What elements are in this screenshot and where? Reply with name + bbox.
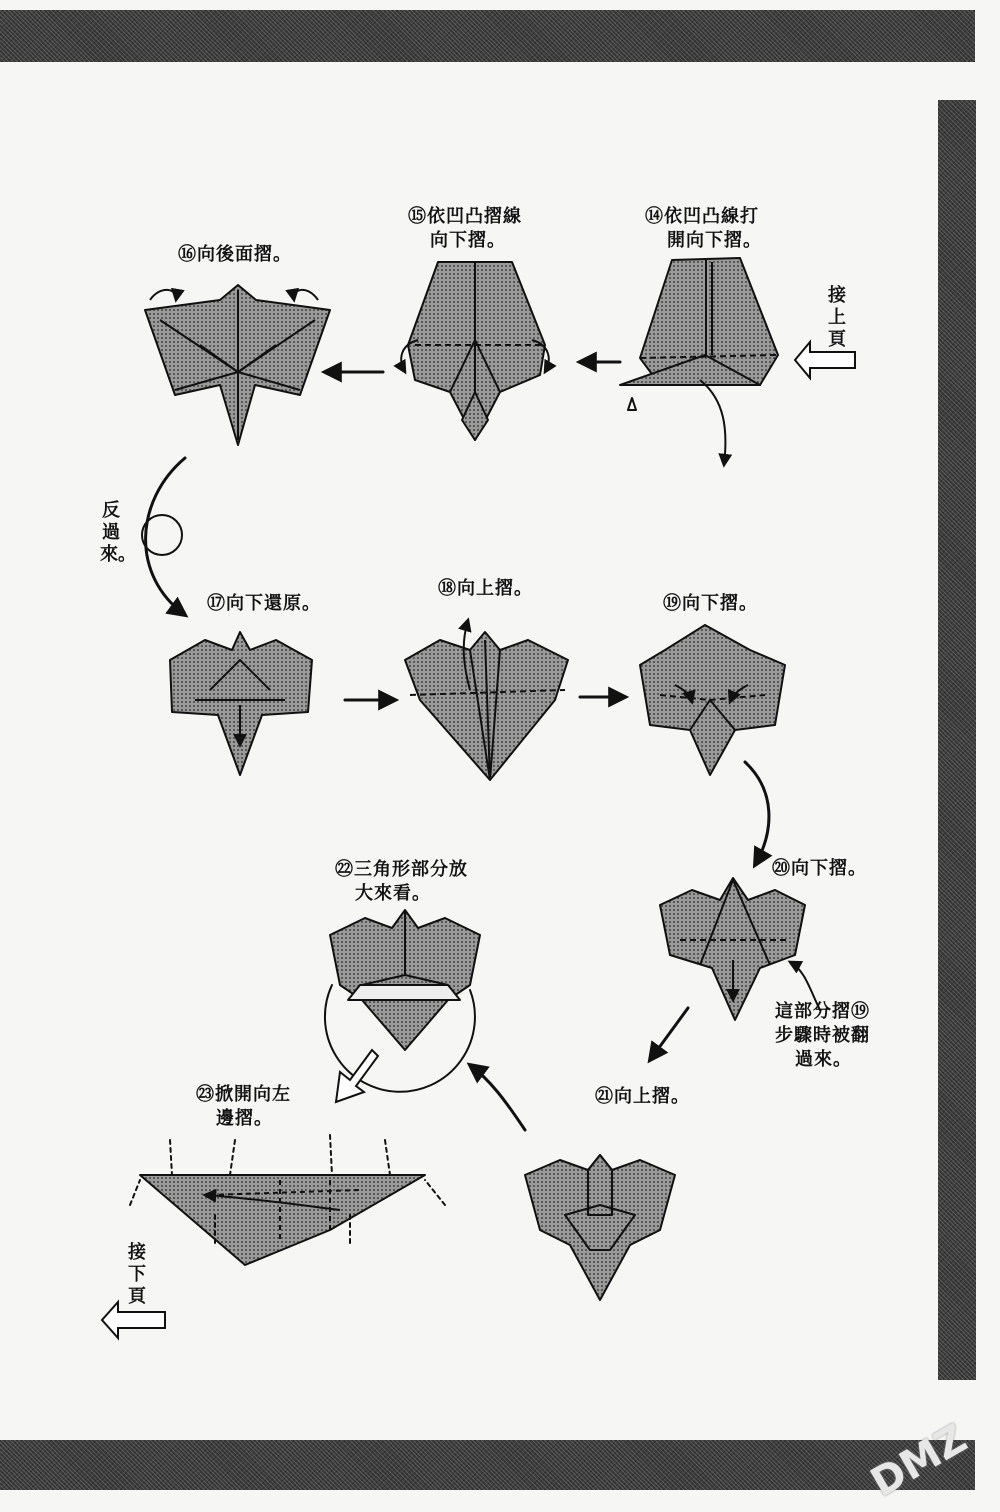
step-23-label [196, 1083, 291, 1131]
refolded-line1: 這部分摺⑲ [775, 1001, 870, 1022]
refolded-line2: 步驟時被翻 [775, 1025, 870, 1046]
diagram-step-16 [145, 285, 330, 445]
step-15-line1: ⑮依凹凸摺線 [408, 206, 522, 227]
step-15-label [408, 205, 522, 253]
step-22-label [335, 858, 468, 906]
refolded-line3: 過來。 [795, 1049, 852, 1070]
from-prev-page-note: 接上頁 [828, 285, 846, 350]
arrow-16-to-17 [146, 458, 185, 615]
diagram-step-14 [620, 258, 778, 465]
step-14-label [645, 205, 762, 253]
turn-over-note: 反過來。 [100, 500, 136, 565]
step-16-label: ⑯向後面摺。 [178, 244, 292, 265]
step-18-label: ⑱向上摺。 [438, 578, 533, 599]
step-20-label: ⑳向下摺。 [772, 858, 867, 879]
enlarge-arrow-icon [336, 1050, 378, 1102]
step-19-label: ⑲向下摺。 [663, 593, 758, 614]
watermark-logo: DMZ [863, 1415, 975, 1507]
step-15-line2: 向下摺。 [430, 230, 506, 251]
step-23-line2: 邊摺。 [216, 1108, 273, 1129]
step-17-label: ⑰向下還原。 [207, 593, 321, 614]
arrow-19-to-20 [745, 762, 769, 865]
turn-over-icon [142, 515, 182, 555]
diagram-step-17 [170, 632, 312, 775]
step-22-line1: ㉒三角形部分放 [335, 859, 468, 880]
step-14-line1: ⑭依凹凸線打 [645, 206, 759, 227]
refolded-part-note [775, 1000, 870, 1072]
step-21-label: ㉑向上摺。 [595, 1086, 690, 1107]
diagram-step-18 [405, 620, 568, 780]
step-23-line1: ㉓掀開向左 [196, 1084, 291, 1105]
arrow-20-to-21 [650, 1008, 688, 1060]
diagram-step-15 [401, 262, 548, 440]
to-next-page-note: 接下頁 [128, 1242, 146, 1307]
diagram-step-21 [525, 1155, 675, 1300]
step-14-line2: 開向下摺。 [667, 230, 762, 251]
step-22-line2: 大來看。 [355, 883, 431, 904]
arrow-21-to-22 [470, 1065, 525, 1130]
diagram-step-23 [140, 1175, 425, 1265]
diagram-step-20 [660, 878, 805, 1020]
diagram-step-19 [640, 625, 785, 775]
diagram-step-22 [330, 910, 480, 1050]
